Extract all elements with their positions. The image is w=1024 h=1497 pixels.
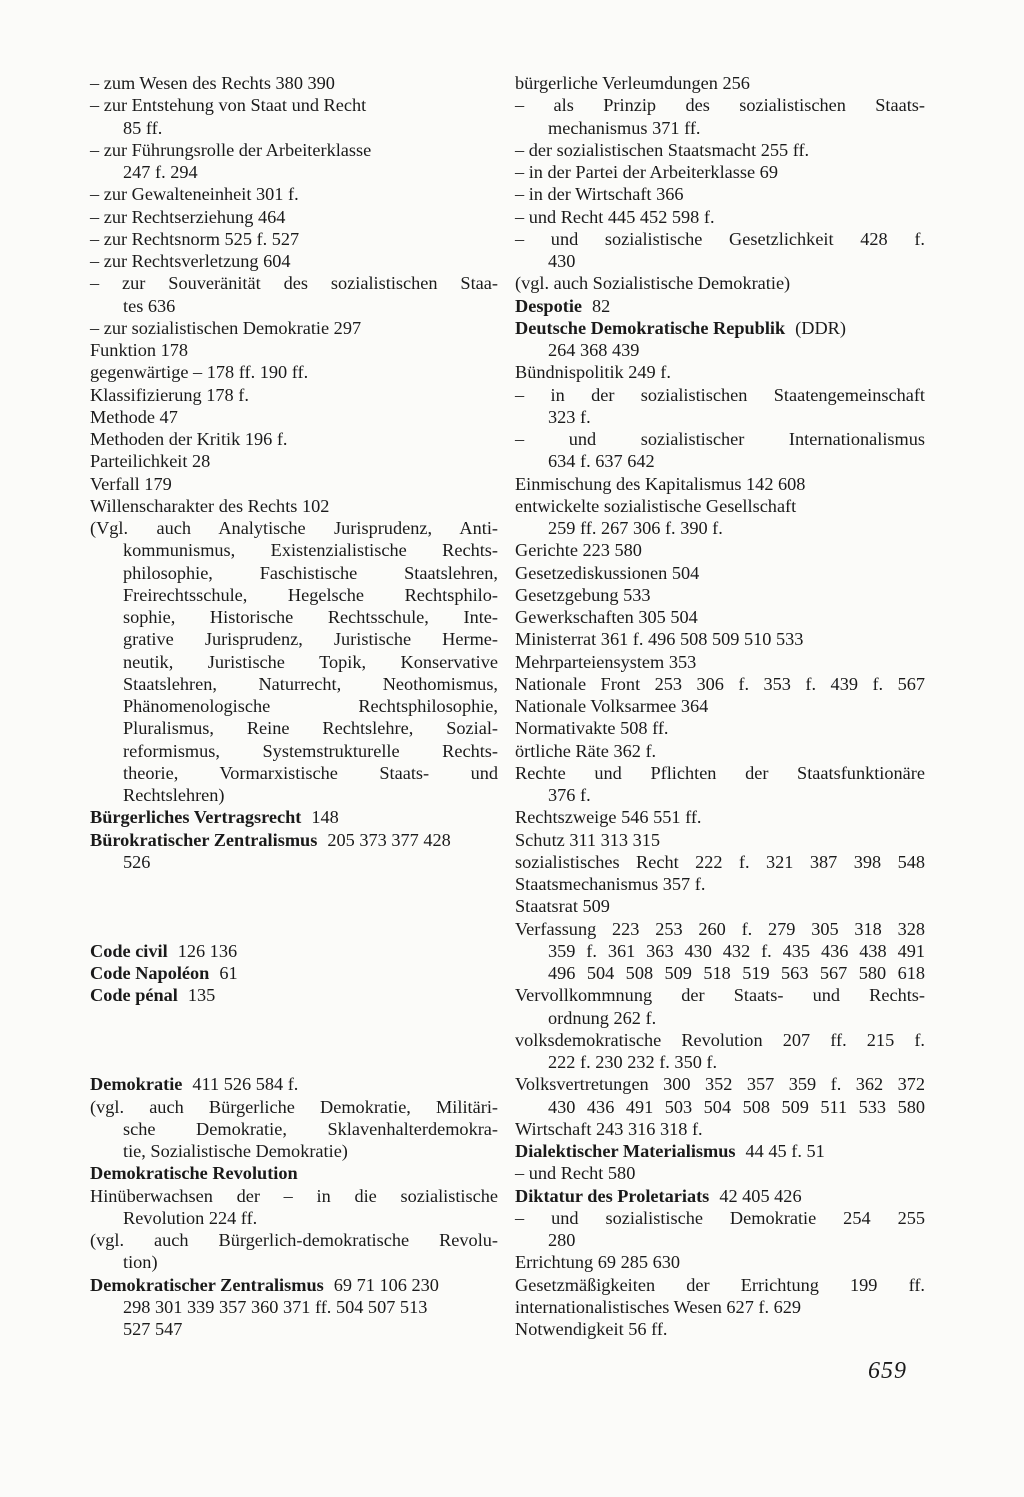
index-subentry: Gesetzgebung 533: [515, 584, 651, 605]
index-wrapped-line: grative Jurisprudenz, Juristische Herme-: [123, 629, 498, 650]
index-heading: [90, 806, 498, 828]
index-subentry: Nationale Volksarmee 364: [515, 696, 709, 716]
index-continuation: 376 f.: [548, 785, 591, 805]
index-subentry: Wirtschaft 243 316 318 f.: [515, 1118, 703, 1139]
index-subentry: Ministerrat 361 f. 496 508 509 510 533: [515, 629, 804, 650]
heading-pages: 135: [187, 985, 216, 1006]
index-continuation: 222 f. 230 232 f. 350 f.: [548, 1052, 718, 1072]
index-subentry: Verfall 179: [90, 473, 172, 494]
index-subentry-dash: – in der sozialistischen Staatengemeinschaft: [515, 384, 925, 405]
heading-term: Despotie: [515, 295, 583, 316]
index-wrapped-line: theorie, Vormarxistische Staats- und: [123, 762, 498, 783]
index-continuation: 259 ff. 267 306 f. 390 f.: [548, 518, 723, 538]
heading-pages: 148: [311, 807, 339, 828]
index-subentry: Parteilichkeit 28: [90, 451, 211, 472]
index-subentry-dash: – als Prinzip des sozialistischen Staats-: [515, 95, 925, 116]
index-wrapped-line: reformismus, Systemstrukturelle Rechts-: [123, 740, 498, 761]
index-subentry-dash: – der sozialistischen Staatsmacht 255 ff.: [515, 139, 810, 160]
heading-pages: 411 526 584 f.: [192, 1074, 299, 1095]
page-number: 659: [868, 1358, 907, 1384]
index-wrapped-line: Freirechtsschule, Hegelsche Rechtsphilo-: [123, 584, 498, 605]
index-heading: [90, 829, 498, 851]
index-subentry-dash: – in der Wirtschaft 366: [515, 184, 684, 205]
index-wrapped-line: philosophie, Faschistische Staatslehren,: [123, 562, 498, 583]
index-subentry-dash: – zur Rechtsnorm 525 f. 527: [90, 228, 300, 249]
heading-term: Deutsche Demokratische Republik: [515, 317, 786, 338]
index-subentry: Gesetzediskussionen 504: [515, 562, 700, 583]
heading-term: Bürgerliches Vertragsrecht: [90, 807, 302, 828]
index-continuation: 280: [548, 1230, 576, 1250]
index-heading: [90, 1274, 498, 1296]
index-heading: [90, 962, 498, 984]
index-wrapped-line: Pluralismus, Reine Rechtslehre, Sozial-: [123, 718, 498, 739]
index-subentry: Staatsrat 509: [515, 896, 610, 917]
index-subentry-dash: – und sozialistische Gesetzlichkeit 428 f.: [515, 228, 925, 249]
index-subentry-dash: – zur Gewalteneinheit 301 f.: [90, 184, 299, 205]
heading-term: Demokratischer Zentralismus: [90, 1274, 324, 1295]
heading-term: Code pénal: [90, 985, 178, 1006]
spacer: [90, 895, 498, 917]
index-continuation: 526: [123, 851, 151, 872]
spacer: [90, 1029, 498, 1051]
index-continuation: ordnung 262 f.: [548, 1007, 657, 1028]
spacer: [90, 873, 498, 895]
index-heading: [515, 1185, 925, 1207]
index-subentry: Hinüberwachsen der – in die sozialistische: [90, 1185, 498, 1206]
index-continuation: 247 f. 294: [123, 162, 198, 182]
index-continuation: 496 504 508 509 518 519 563 567 580 618: [548, 963, 925, 983]
index-continuation: Revolution 224 ff.: [123, 1207, 258, 1228]
index-continuation: tes 636: [123, 295, 176, 316]
index-wrapped-line: Phänomenologische Rechtsphilosophie,: [123, 696, 498, 716]
index-subentry-dash: – und sozialistischer Internationalismus: [515, 429, 925, 449]
index-subentry: Methode 47: [90, 406, 178, 427]
index-heading: [90, 984, 498, 1006]
heading-pages: 205 373 377 428: [327, 829, 451, 850]
index-subentry: Vervollkommnung der Staats- und Rechts-: [515, 985, 925, 1006]
index-continuation: 527 547: [123, 1319, 183, 1339]
index-subentry-dash: – zur Rechtserziehung 464: [90, 206, 286, 227]
heading-pages: 61: [219, 963, 238, 983]
index-subentry-dash: – zur Entstehung von Staat und Recht: [90, 95, 367, 116]
index-subentry: Volksvertretungen 300 352 357 359 f. 362 372: [515, 1074, 925, 1095]
index-subentry: Staatsmechanismus 357 f.: [515, 874, 706, 894]
index-subentry-dash: – zur Souveränität des sozialistischen Staa-: [90, 273, 498, 294]
index-heading: [90, 1162, 498, 1184]
heading-term: Code Napoléon: [90, 963, 210, 983]
index-subentry-dash: – und Recht 445 452 598 f.: [515, 206, 715, 227]
index-continuation: 430: [548, 251, 576, 271]
index-continuation: 85 ff.: [123, 117, 163, 138]
index-continuation: mechanismus 371 ff.: [548, 117, 701, 138]
heading-term: Code civil: [90, 940, 168, 961]
index-subentry-dash: – und sozialistische Demokratie 254 255: [515, 1207, 925, 1228]
index-subentry: Nationale Front 253 306 f. 353 f. 439 f. 567: [515, 673, 925, 694]
index-subentry: Bündnispolitik 249 f.: [515, 362, 671, 383]
index-subentry: bürgerliche Verleumdungen 256: [515, 73, 750, 93]
index-continuation: 323 f.: [548, 406, 591, 427]
index-wrapped-line: neutik, Juristische Topik, Konservative: [123, 651, 498, 672]
index-continuation: 264 368 439: [548, 340, 640, 360]
index-subentry: Normativakte 508 ff.: [515, 718, 669, 739]
index-heading: [90, 940, 498, 962]
index-subentry: Willenscharakter des Rechts 102: [90, 495, 330, 516]
heading-pages: (DDR): [795, 317, 846, 338]
heading-pages: 42 405 426: [719, 1185, 802, 1206]
index-subentry: gegenwärtige – 178 ff. 190 ff.: [90, 362, 309, 383]
index-subentry: örtliche Räte 362 f.: [515, 740, 657, 761]
index-subentry: (vgl. auch Bürgerliche Demokratie, Militäri-: [90, 1096, 498, 1117]
index-wrapped-line: tion): [123, 1252, 158, 1273]
index-continuation: 298 301 339 357 360 371 ff. 504 507 513: [123, 1296, 428, 1317]
index-subentry: Verfassung 223 253 260 f. 279 305 318 328: [515, 918, 925, 939]
index-wrapped-line: Rechtslehren): [123, 785, 225, 805]
index-subentry: Errichtung 69 285 630: [515, 1252, 681, 1273]
index-subentry: Funktion 178: [90, 340, 189, 360]
heading-term: Demokratie: [90, 1074, 183, 1095]
index-heading: [515, 295, 925, 317]
left-index-column: [90, 72, 498, 1340]
index-subentry: Einmischung des Kapitalismus 142 608: [515, 473, 806, 494]
index-wrapped-line: sche Demokratie, Sklavenhalterdemokra-: [123, 1118, 498, 1139]
index-subentry: Klassifizierung 178 f.: [90, 384, 249, 405]
index-subentry: sozialistisches Recht 222 f. 321 387 398 548: [515, 851, 925, 872]
index-subentry: volksdemokratische Revolution 207 ff. 215 f.: [515, 1029, 925, 1050]
index-subentry: Methoden der Kritik 196 f.: [90, 429, 288, 449]
heading-pages: 126 136: [177, 940, 238, 961]
spacer: [90, 1051, 498, 1073]
heading-term: Demokratische Revolution: [90, 1163, 298, 1184]
index-continuation: 634 f. 637 642: [548, 451, 655, 472]
index-subentry: Schutz 311 313 315: [515, 829, 661, 850]
index-subentry: Gesetzmäßigkeiten der Errichtung 199 ff.: [515, 1274, 925, 1295]
heading-pages: 82: [592, 295, 611, 316]
index-subentry: entwickelte sozialistische Gesellschaft: [515, 495, 797, 516]
heading-term: Dialektischer Materialismus: [515, 1141, 736, 1161]
index-subentry: (Vgl. auch Analytische Jurisprudenz, Anti-: [90, 518, 498, 538]
index-wrapped-line: sophie, Historische Rechtsschule, Inte-: [123, 607, 498, 627]
index-subentry: (vgl. auch Sozialistische Demokratie): [515, 273, 791, 294]
heading-pages: 69 71 106 230: [333, 1274, 439, 1295]
index-heading: [515, 317, 925, 339]
index-subentry-dash: – zum Wesen des Rechts 380 390: [90, 73, 335, 93]
index-subentry-dash: – und Recht 580: [515, 1163, 636, 1184]
index-subentry-dash: – zur Rechtsverletzung 604: [90, 251, 291, 271]
index-subentry: (vgl. auch Bürgerlich-demokratische Revolu-: [90, 1230, 498, 1250]
index-wrapped-line: Staatslehren, Naturrecht, Neothomismus,: [123, 673, 498, 694]
right-index-column: [515, 72, 925, 1340]
heading-pages: 44 45 f. 51: [745, 1141, 825, 1161]
index-subentry: Notwendigkeit 56 ff.: [515, 1319, 668, 1339]
index-continuation: 430 436 491 503 504 508 509 511 533 580: [548, 1096, 925, 1117]
index-wrapped-line: kommunismus, Existenzialistische Rechts-: [123, 540, 498, 561]
spacer: [90, 1007, 498, 1029]
index-subentry: Rechte und Pflichten der Staatsfunktionäre: [515, 762, 925, 783]
index-heading: [515, 1140, 925, 1162]
index-subentry-dash: – zur Führungsrolle der Arbeiterklasse: [90, 139, 372, 160]
index-subentry: Mehrparteiensystem 353: [515, 651, 697, 672]
spacer: [90, 918, 498, 940]
index-subentry: Rechtszweige 546 551 ff.: [515, 807, 702, 828]
index-subentry: Gerichte 223 580: [515, 540, 642, 561]
heading-term: Diktatur des Proletariats: [515, 1185, 710, 1206]
index-continuation: 359 f. 361 363 430 432 f. 435 436 438 491: [548, 940, 925, 961]
index-subentry-dash: – in der Partei der Arbeiterklasse 69: [515, 162, 778, 182]
index-subentry-dash: – zur sozialistischen Demokratie 297: [90, 317, 362, 338]
index-subentry: internationalistisches Wesen 627 f. 629: [515, 1296, 802, 1317]
index-wrapped-line: tie, Sozialistische Demokratie): [123, 1141, 348, 1161]
index-subentry: Gewerkschaften 305 504: [515, 607, 698, 627]
index-heading: [90, 1073, 498, 1095]
heading-term: Bürokratischer Zentralismus: [90, 829, 318, 850]
